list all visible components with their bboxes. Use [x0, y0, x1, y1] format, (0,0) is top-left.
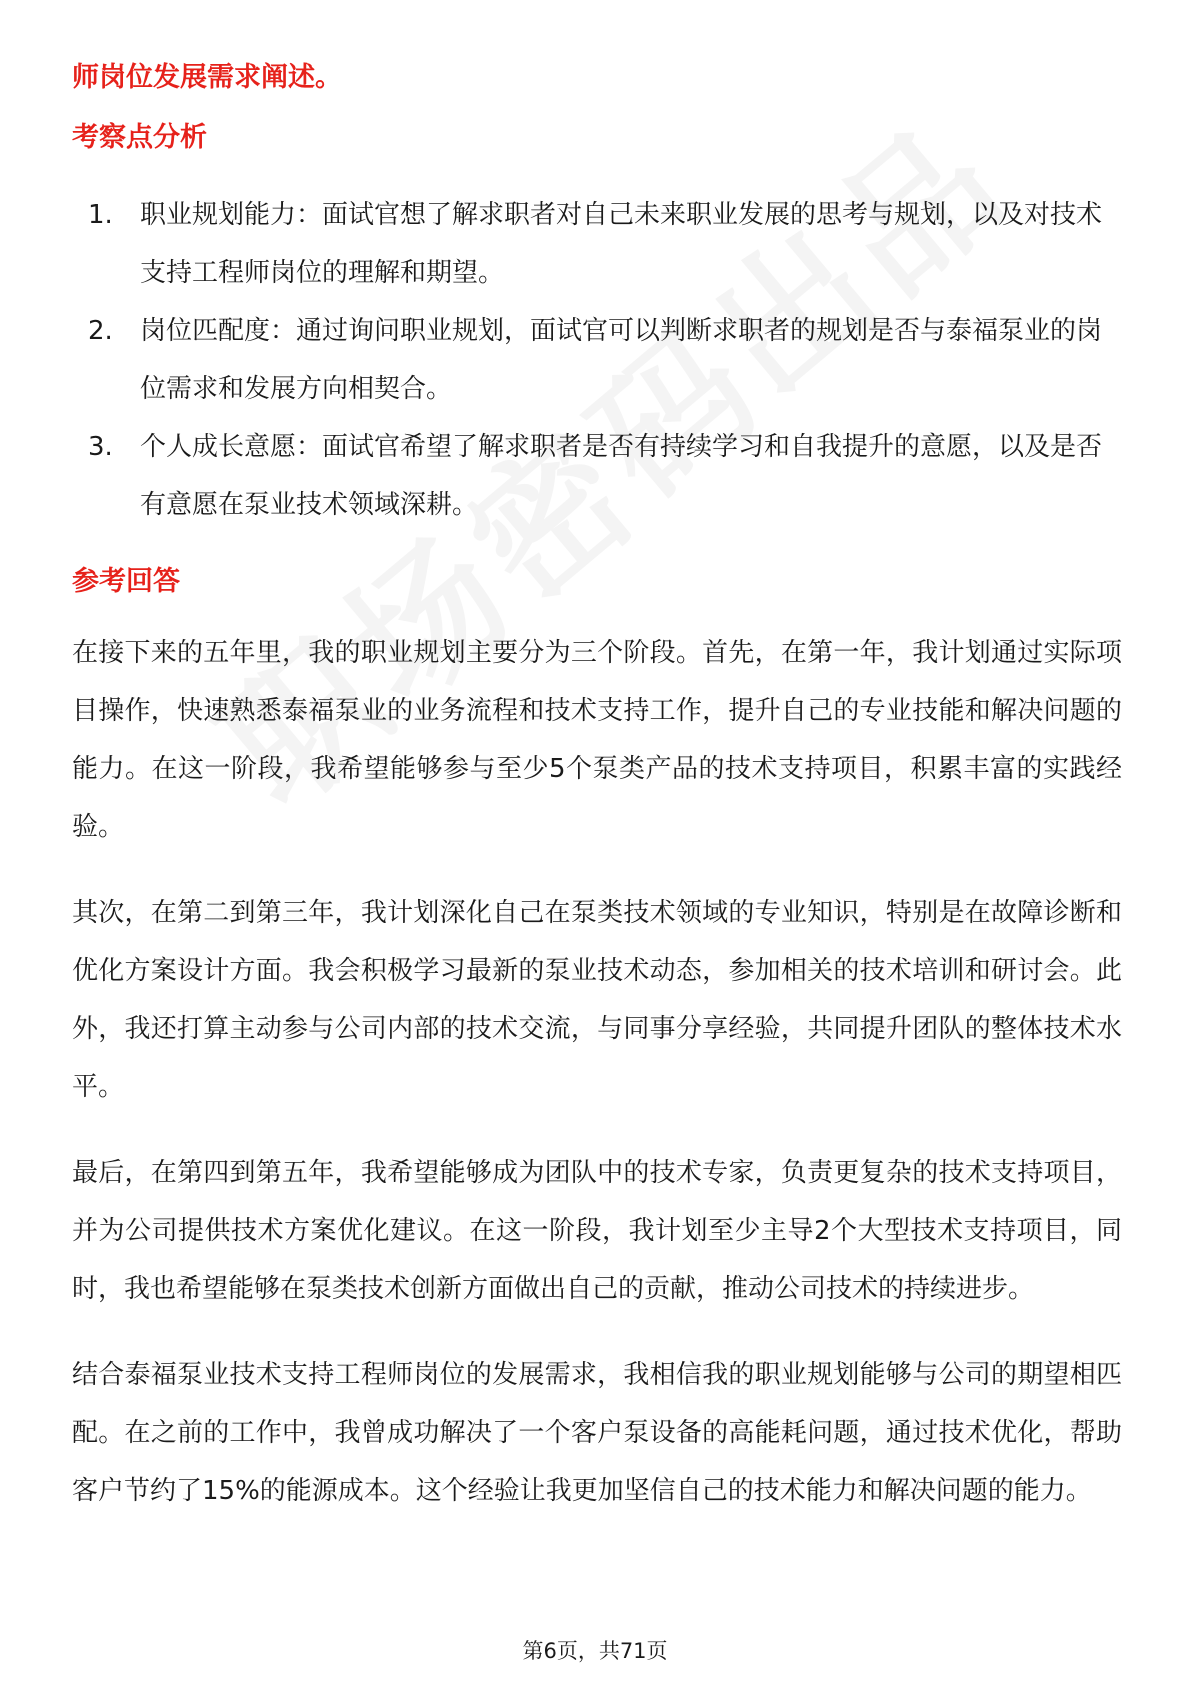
point-text: 职业规划能力：面试官想了解求职者对自己未来职业发展的思考与规划，以及对技术支持工程师岗位的理解和期望。	[140, 200, 1103, 288]
analysis-points-list	[72, 186, 1122, 534]
analysis-point	[88, 186, 1122, 302]
answer-paragraph: 其次，在第二到第三年，我计划深化自己在泵类技术领域的专业知识，特别是在故障诊断和优化方案设计方面。我会积极学习最新的泵业技术动态，参加相关的技术培训和研讨会。此外，我还打算主动参与公司内部的技术交流，与同事分享经验，共同提升团队的整体技术水平。	[72, 898, 1122, 1102]
page-footer: 第6页，共71页	[522, 1639, 668, 1663]
point-text: 岗位匹配度：通过询问职业规划，面试官可以判断求职者的规划是否与泰福泵业的岗位需求和发展方向相契合。	[140, 316, 1103, 404]
page-content	[72, 58, 1122, 1548]
answer-paragraph: 最后，在第四到第五年，我希望能够成为团队中的技术专家，负责更复杂的技术支持项目，并为公司提供技术方案优化建议。在这一阶段，我计划至少主导2个大型技术支持项目，同时，我也希望能够在泵类技术创新方面做出自己的贡献，推动公司技术的持续进步。	[72, 1158, 1122, 1304]
analysis-point	[88, 418, 1122, 534]
point-number: 2.	[88, 316, 113, 346]
point-text: 个人成长意愿：面试官希望了解求职者是否有持续学习和自我提升的意愿，以及是否有意愿在泵业技术领域深耕。	[140, 432, 1103, 520]
point-number: 1.	[88, 200, 113, 230]
answer-paragraph: 结合泰福泵业技术支持工程师岗位的发展需求，我相信我的职业规划能够与公司的期望相匹配。在之前的工作中，我曾成功解决了一个客户泵设备的高能耗问题，通过技术优化，帮助客户节约了15%的能源成本。这个经验让我更加坚信自己的技术能力和解决问题的能力。	[72, 1360, 1122, 1506]
answer-paragraph: 在接下来的五年里，我的职业规划主要分为三个阶段。首先，在第一年，我计划通过实际项目操作，快速熟悉泰福泵业的业务流程和技术支持工作，提升自己的专业技能和解决问题的能力。在这一阶段，我希望能够参与至少5个泵类产品的技术支持项目，积累丰富的实践经验。	[72, 638, 1122, 842]
analysis-point	[88, 302, 1122, 418]
heading-reference-answer: 参考回答	[72, 566, 180, 597]
heading-continued: 师岗位发展需求阐述。	[72, 62, 342, 93]
heading-analysis: 考察点分析	[72, 122, 207, 153]
point-number: 3.	[88, 432, 113, 462]
